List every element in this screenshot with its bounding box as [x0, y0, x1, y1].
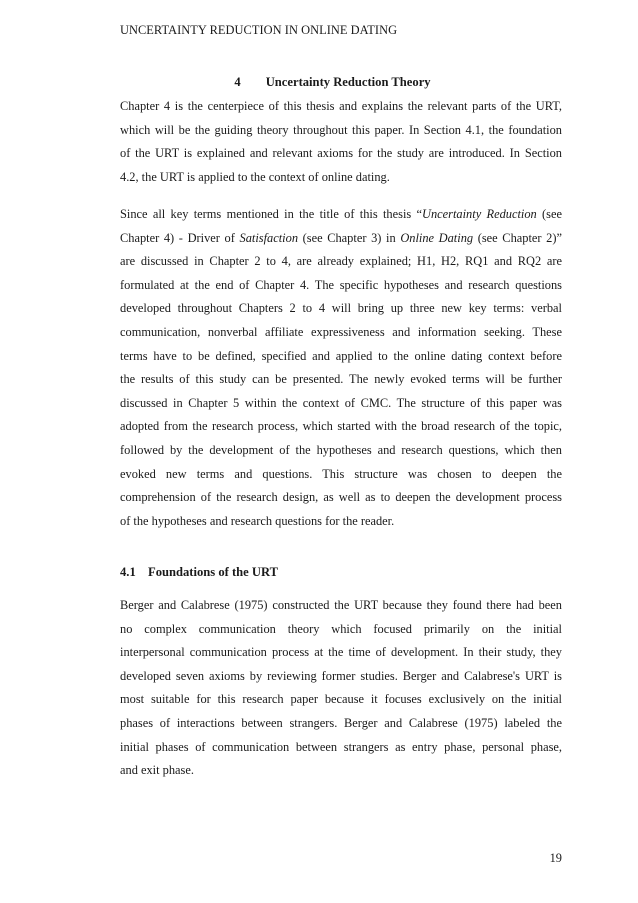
paragraph	[120, 95, 562, 189]
text-line: are discussed in Chapter 2 to 4, are already explained; H1, H2, RQ1 and RQ2 are	[120, 254, 562, 269]
text-line: followed by the development of the hypotheses and research questions, which then	[120, 442, 562, 457]
text-line: no complex communication theory which focused primarily on the initial	[120, 621, 562, 636]
section-number: 4.1	[120, 565, 136, 579]
text-line: discussed in Chapter 5 within the context of CMC. The structure of this paper was	[120, 395, 562, 410]
text-line: Berger and Calabrese (1975) constructed the URT because they found there had been	[120, 598, 562, 612]
chapter-title: Uncertainty Reduction Theory	[265, 75, 431, 89]
text-line: communication, nonverbal affiliate expressiveness and information seeking. These	[120, 324, 562, 339]
italic-term: Satisfaction	[239, 230, 299, 245]
text-line: initial phases of communication between strangers as entry phase, personal phase,	[120, 739, 562, 754]
page-number: 19	[549, 851, 562, 865]
text-line: of the hypotheses and research questions for the reader.	[120, 513, 395, 528]
text-line: Chapter 4) - Driver of Satisfaction (see Chapter 3) in Online Dating (see Chapter 2)”	[120, 230, 562, 245]
text-line: evoked new terms and questions. This structure was chosen to deepen the	[120, 466, 562, 481]
text-line: and exit phase.	[120, 763, 194, 778]
text-line: adopted from the research process, which started with the broad research of the topic,	[120, 419, 562, 434]
paragraph	[120, 203, 562, 533]
italic-term: Online Dating	[400, 230, 474, 245]
text-line: Chapter 4 is the centerpiece of this thesis and explains the relevant parts of the URT,	[120, 99, 562, 113]
running-header: UNCERTAINTY REDUCTION IN ONLINE DATING	[120, 23, 398, 37]
text-line: comprehension of the research design, as well as to deepen the development process	[120, 490, 562, 505]
text-line: formulated at the end of Chapter 4. The specific hypotheses and research questions	[120, 277, 562, 292]
text-line: developed throughout Chapters 2 to 4 will bring up three new key terms: verbal	[120, 301, 562, 316]
italic-term: Uncertainty Reduction	[422, 207, 537, 221]
text-line: which will be the guiding theory throughout this paper. In Section 4.1, the foundation	[120, 122, 562, 137]
text-line: Since all key terms mentioned in the title of this thesis “Uncertainty Reduction (see	[120, 207, 563, 221]
text-line: interpersonal communication process at the time of development. In their study, they	[120, 645, 562, 660]
chapter-heading	[0, 75, 638, 90]
chapter-number: 4	[234, 75, 241, 89]
paragraph	[120, 594, 562, 783]
section-title: Foundations of the URT	[148, 565, 279, 579]
section-heading	[120, 565, 278, 580]
text-line: developed seven axioms by reviewing former studies. Berger and Calabrese's URT is	[120, 668, 562, 683]
text-line: phases of interactions between strangers. Berger and Calabrese (1975) labeled the	[120, 715, 562, 730]
text-line: the results of this study can be presented. The newly evoked terms will be further	[120, 372, 562, 387]
text-line: terms have to be defined, specified and applied to the online dating context before	[120, 348, 562, 363]
text-line: 4.2, the URT is applied to the context of online dating.	[120, 169, 390, 184]
text-line: most suitable for this research paper because it focuses exclusively on the initial	[120, 692, 562, 707]
text-line: of the URT is explained and relevant axioms for the study are introduced. In Section	[120, 146, 562, 161]
